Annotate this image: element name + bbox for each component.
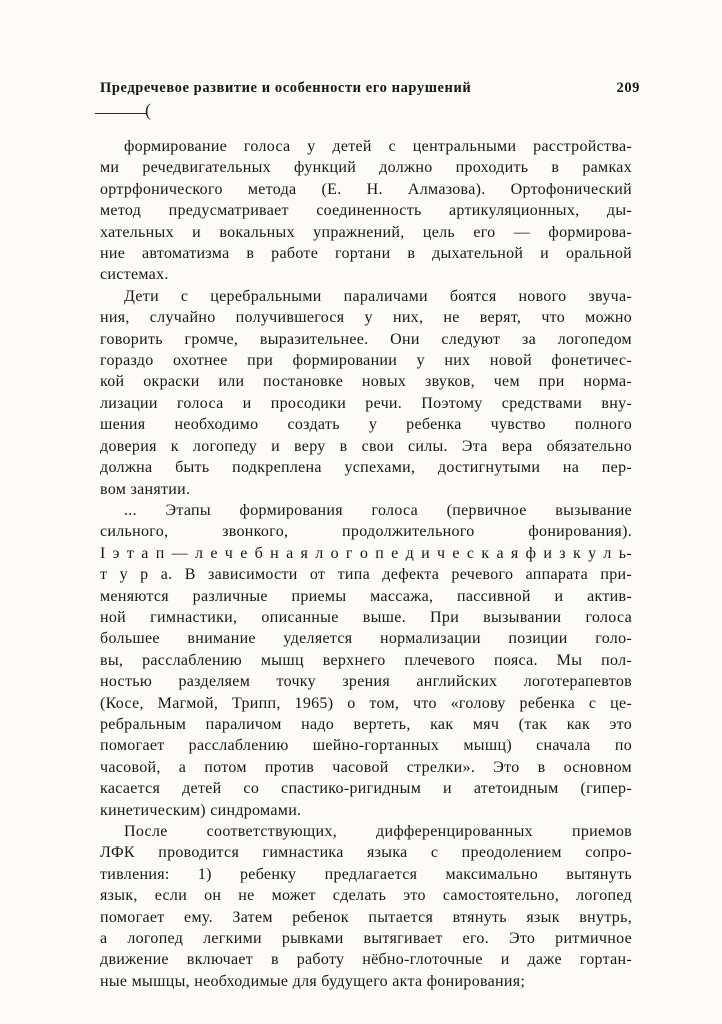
text-line: Дети с церебральными параличами боятся нового звуча- (124, 287, 632, 305)
text-line: большее внимание уделяется нормализации позиции голо- (100, 630, 632, 648)
paragraph (100, 136, 632, 286)
text-line: движение включает в работу нёбно-глоточные и даже гортан- (100, 951, 632, 969)
text-line: часовой, а потом против часовой стрелки». Это в основном (100, 758, 632, 776)
text-line: После соответствующих, дифференцированных приемов (124, 823, 632, 840)
text-line: т у р а. В зависимости от типа дефекта речевого аппарата при- (100, 566, 632, 584)
text-line: метод предусматривает соединенность артикуляционных, ды- (100, 202, 632, 220)
margin-mark (95, 101, 151, 119)
text-line: кой окраски или постановке новых звуков, чем при норма- (100, 373, 632, 391)
text-line: сильного, звонкого, продолжительного фонирования). (100, 523, 632, 541)
text-line: меняются различные приемы массажа, пассивной и актив- (100, 587, 632, 605)
chapter-title: Предречевое развитие и особенности его нарушений (100, 80, 472, 96)
text-line: I э т а п — л е ч е б н а я л о г о п е д и ч е с к а я ф и з к у л ь- (100, 544, 632, 562)
text-line: вом занятии. (100, 480, 191, 498)
text-line: а логопед легкими рывками вытягивает его. Это ритмичное (100, 930, 632, 948)
text-line: ния, случайно получившегося у них, не верят, что можно (100, 309, 632, 327)
text-line: касается детей со спастико-ригидным и атетоидным (гипер- (100, 780, 632, 798)
text-line: ные мышцы, необходимые для будущего акта фонирования; (100, 972, 526, 990)
text-line: формирование голоса у детей с центральными расстройства- (124, 138, 632, 155)
page-number: 209 (616, 80, 640, 96)
text-line: помогает расслаблению шейно-гортанных мышц) сначала по (100, 737, 632, 755)
text-line: ние автоматизма в работе гортани в дыхательной и оральной (100, 245, 632, 263)
text-line: говорить громче, выразительнее. Они следуют за логопедом (100, 330, 632, 348)
text-line: должна быть подкреплена успехами, достигнутыми на пер- (100, 459, 632, 477)
text-line: системах. (100, 266, 169, 284)
text-line: ортрфонического метода (Е. Н. Алмазова). Ортофонический (100, 180, 632, 198)
text-line: тивления: 1) ребенку предлагается максимально вытянуть (100, 865, 632, 883)
margin-mark-line (95, 113, 147, 114)
text-line: язык, если он не может сделать это самостоятельно, логопед (100, 887, 632, 905)
body-text (100, 136, 632, 992)
paragraph (100, 286, 632, 500)
text-line: лизации голоса и просодики речи. Поэтому средствами вну- (100, 394, 632, 412)
text-line: шения необходимо создать у ребенка чувство полного (100, 416, 632, 434)
text-line: помогает ему. Затем ребенок пытается втянуть язык внутрь, (100, 908, 632, 926)
text-line: (Косе, Магмой, Трипп, 1965) о том, что «голову ребенка с це- (100, 694, 632, 712)
text-line: ми речедвигательных функций должно проходить в рамках (100, 159, 632, 177)
text-line: ребральным параличом надо вертеть, как мяч (так как это (100, 715, 632, 733)
text-line: вы, расслаблению мышц верхнего плечевого пояса. Мы пол- (100, 651, 632, 669)
text-line: доверия к логопеду и веру в свои силы. Эта вера обязательно (100, 437, 632, 455)
text-line: хательных и вокальных упражнений, цель его — формирова- (100, 223, 632, 241)
text-line: ной гимнастики, описанные выше. При вызывании голоса (100, 608, 632, 626)
text-line: ностью разделяем точку зрения английских логотерапевтов (100, 673, 632, 691)
text-line: ЛФК проводится гимнастика языка с преодолением сопро- (100, 844, 632, 862)
margin-mark-paren: ( (145, 100, 151, 120)
paragraph (100, 500, 632, 821)
text-line: ... Этапы формирования голоса (первичное вызывание (124, 501, 632, 519)
text-line: кинетическим) синдромами. (100, 801, 302, 819)
running-header (100, 80, 640, 97)
text-line: гораздо охотнее при формировании у них новой фонетичес- (100, 352, 632, 370)
paragraph (100, 821, 632, 992)
